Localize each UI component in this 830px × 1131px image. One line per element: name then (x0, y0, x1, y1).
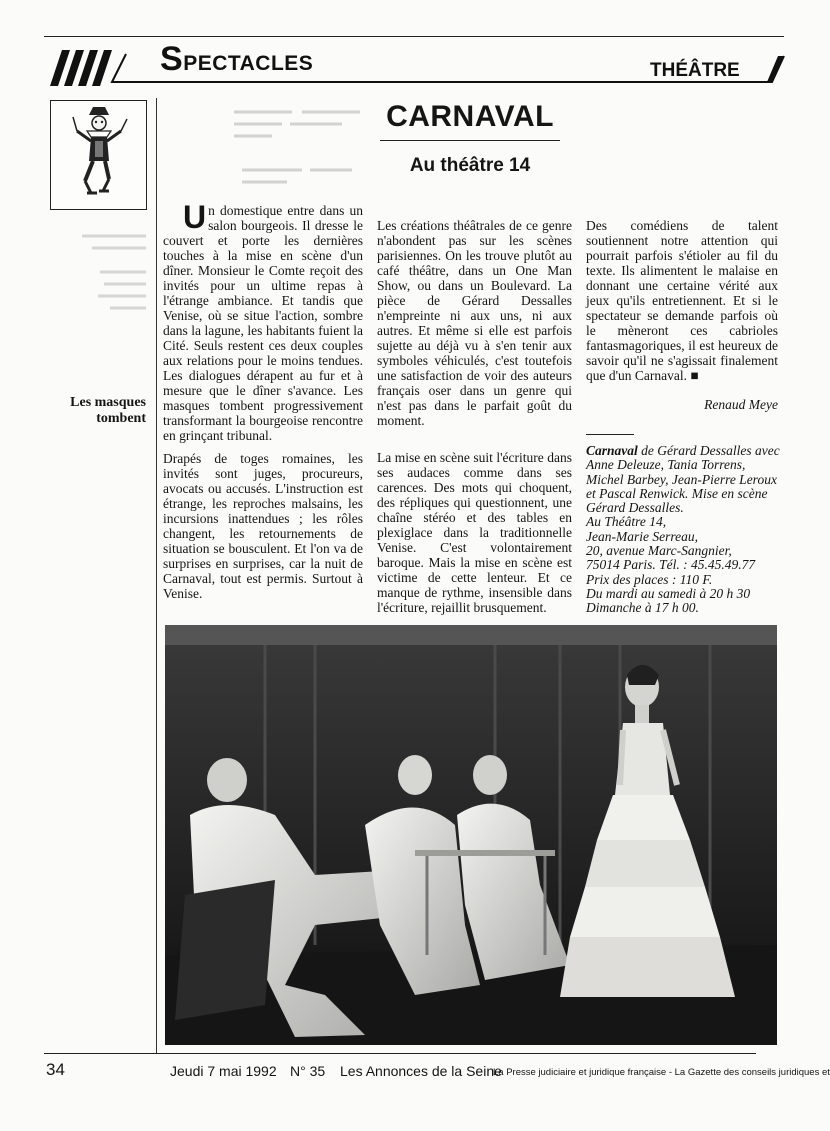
credits-line: Mise en scène Gérard Dessalles. (586, 485, 768, 516)
credits-rule (586, 434, 634, 435)
title-underline (380, 140, 560, 141)
header-top-rule (44, 36, 784, 37)
article-title: CARNAVAL (386, 100, 554, 133)
credits-line: avec Anne Deleuze, Tania Torrens, Michel Barbey, Jean-Pierre Leroux et Pascal Renwick. (586, 443, 780, 501)
paragraph-3: Les créations théâtrales de ce genre n'abondent pas sur les scènes parisiennes. On les trouve plutôt au café théâtre, dans un One Man Show, ou dans un Boulevard. La pièce de Gérard Dessalles n'empreinte ni aux uns, ni aux autres. Et même si elle est parfois sujette au déjà vu à s'en tenir aux symboles véhiculés, c'est toutefois une satisfaction de voir des auteurs français oser dans un genre qui n'est pas dans le parfait goût du moment. (377, 218, 572, 428)
publication-tagline: La Presse judiciaire et juridique française - La Gazette des conseils juridiques et (493, 1067, 830, 1078)
header-stripes-decoration (50, 50, 120, 86)
article-subtitle: Au théâtre 14 (409, 155, 531, 176)
issue-date: Jeudi 7 mai 1992 (170, 1063, 277, 1079)
paragraph-2: Drapés de toges romaines, les invités sont juges, procureurs, avocats ou accusés. L'instruction est étrange, les reproches malsains, les incursions inattendues ; les rôles changent, les retournements de situation se bousculent. Et l'on va de surprises en surprises, car la nuit de Carnaval, tout est permis. Surtout à Venise. (163, 451, 363, 601)
credits-line: Prix des places : 110 F. (586, 571, 713, 587)
credits-line: 75014 Paris. Tél. : 45.45.49.77 (586, 557, 756, 573)
paragraph-1 (163, 199, 363, 443)
author-signature: Renaud Meye (704, 397, 778, 412)
section-title-rest: PECTACLES (183, 52, 314, 75)
section-title-initial: S (160, 40, 184, 78)
section-title (160, 40, 313, 79)
credits-block (586, 444, 786, 616)
column-divider (156, 98, 157, 1053)
article-column-2 (377, 218, 572, 623)
credits-line: de Gérard Dessalles (641, 443, 752, 458)
credits-line: Du mardi au samedi à 20 h 30 (586, 585, 751, 601)
drop-cap: U (183, 199, 207, 235)
page-number: 34 (46, 1060, 65, 1079)
paragraph-5 (586, 218, 778, 383)
bleed-through-texture-left (52, 228, 148, 318)
side-caption (50, 395, 146, 427)
article-column-3 (586, 218, 778, 412)
footer-rule (44, 1053, 756, 1054)
credits-line: 20, avenue Marc-Sangnier, (586, 543, 732, 559)
end-mark: ■ (690, 368, 699, 383)
credits-line: Jean-Marie Serreau, (586, 528, 698, 544)
side-caption-line-1: Les masques (70, 395, 146, 410)
publication-name: Les Annonces de la Seine (340, 1063, 502, 1079)
credits-play-title: Carnaval (586, 443, 638, 458)
category-label: THÉÂTRE (650, 60, 740, 81)
bleed-through-texture (232, 100, 362, 195)
issue-number: N° 35 (290, 1063, 326, 1079)
stage-photo (165, 625, 777, 1045)
harlequin-logo (50, 100, 147, 210)
side-caption-line-2: tombent (96, 411, 146, 426)
credits-line: Au Théâtre 14, (586, 514, 667, 530)
harlequin-figure-icon (51, 101, 146, 209)
article-column-1 (163, 199, 363, 609)
credits-line: Dimanche à 17 h 00. (586, 600, 699, 616)
paragraph-1-text: n domestique entre dans un salon bourgeois. Il dresse le couvert et porte les dernières touches à la mise en scène d'un dîner. Monsieur le Comte reçoit des invités pour un ultime repas à l'étrange ambiance. Et tandis que Venise, où se situe l'action, sombre dans la lagune, les habitants fuient la Cité. Seuls restent ces deux couples aux relations pour le moins tendues. Les dialogues dérapent au fur et à mesure que le dîner s'avance. Les masques tombent progressivement transformant la bourgeoise rencontre en grinçant tribunal. (163, 203, 363, 443)
paragraph-5-text: Des comédiens de talent soutiennent notre attention qui pourrait parfois s'étioler au fil du texte. Ils alimentent le malaise en donnant une certaine vérité aux jeux qu'ils entretiennent. Et si le spectateur se demande parfois où le mèneront ces cabrioles fantasmagoriques, il est heureux de savoir qu'il ne s'agissait finalement que d'un Carnaval. (586, 218, 778, 383)
paragraph-4: La mise en scène suit l'écriture dans ses audaces comme dans ses carences. Des mots qui choquent, des répliques qui questionnent, une chaîne stéréo et des tables en plexiglace dans la traditionnelle Venise. C'est volontairement baroque. Mais la mise en scène est victime de cette lenteur. Et ce manque de rythme, insensible dans l'écriture, rejaillit brusquement. (377, 450, 572, 615)
